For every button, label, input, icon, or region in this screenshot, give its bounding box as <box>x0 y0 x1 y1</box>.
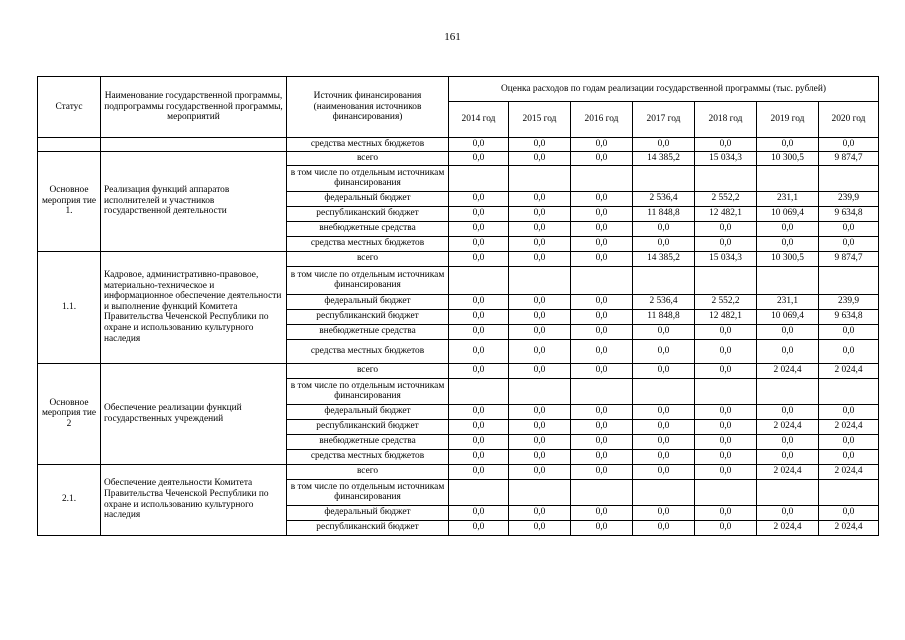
table-row <box>38 151 879 165</box>
value-cell: 0,0 <box>449 419 509 434</box>
value-cell <box>757 479 819 505</box>
value-cell <box>571 479 633 505</box>
value-cell: 0,0 <box>633 339 695 363</box>
value-cell: 0,0 <box>509 221 571 236</box>
value-cell: 0,0 <box>571 434 633 449</box>
value-cell: 0,0 <box>449 449 509 464</box>
value-cell: 0,0 <box>633 520 695 535</box>
value-cell: 0,0 <box>449 221 509 236</box>
source-cell: федеральный бюджет <box>287 404 449 419</box>
table-body <box>38 138 879 536</box>
table-row <box>38 363 879 378</box>
value-cell: 15 034,3 <box>695 251 757 266</box>
value-cell: 0,0 <box>449 505 509 520</box>
value-cell: 0,0 <box>571 294 633 309</box>
source-cell: в том числе по отдельным источникам финансирования <box>287 266 449 294</box>
value-cell: 0,0 <box>509 138 571 152</box>
source-cell: в том числе по отдельным источникам финансирования <box>287 378 449 404</box>
value-cell: 9 634,8 <box>819 206 879 221</box>
value-cell: 0,0 <box>819 404 879 419</box>
budget-table <box>37 76 879 536</box>
header-estimate: Оценка расходов по годам реализации государственной программы (тыс. рублей) <box>449 77 879 102</box>
source-cell: средства местных бюджетов <box>287 236 449 251</box>
value-cell: 0,0 <box>819 221 879 236</box>
value-cell: 2 024,4 <box>819 363 879 378</box>
value-cell: 239,9 <box>819 191 879 206</box>
value-cell: 2 024,4 <box>819 520 879 535</box>
value-cell: 0,0 <box>571 324 633 339</box>
value-cell <box>695 378 757 404</box>
value-cell: 0,0 <box>633 221 695 236</box>
value-cell: 0,0 <box>509 251 571 266</box>
source-cell: внебюджетные средства <box>287 221 449 236</box>
value-cell: 0,0 <box>633 464 695 479</box>
value-cell: 10 300,5 <box>757 151 819 165</box>
value-cell <box>757 378 819 404</box>
value-cell: 10 069,4 <box>757 206 819 221</box>
value-cell: 0,0 <box>571 339 633 363</box>
value-cell: 0,0 <box>449 339 509 363</box>
header-year: 2019 год <box>757 102 819 138</box>
value-cell: 0,0 <box>571 505 633 520</box>
value-cell: 0,0 <box>571 151 633 165</box>
value-cell <box>571 378 633 404</box>
value-cell: 0,0 <box>819 138 879 152</box>
value-cell: 0,0 <box>449 464 509 479</box>
source-cell: республиканский бюджет <box>287 309 449 324</box>
value-cell: 0,0 <box>571 309 633 324</box>
value-cell: 2 024,4 <box>757 520 819 535</box>
value-cell: 0,0 <box>449 236 509 251</box>
value-cell: 0,0 <box>509 419 571 434</box>
value-cell <box>819 266 879 294</box>
value-cell <box>695 165 757 191</box>
value-cell <box>695 266 757 294</box>
value-cell <box>509 266 571 294</box>
value-cell: 0,0 <box>509 449 571 464</box>
source-cell: средства местных бюджетов <box>287 339 449 363</box>
value-cell: 0,0 <box>757 324 819 339</box>
value-cell <box>509 165 571 191</box>
status-cell: 2.1. <box>38 464 101 535</box>
value-cell: 0,0 <box>449 404 509 419</box>
value-cell: 0,0 <box>819 449 879 464</box>
value-cell <box>633 266 695 294</box>
table-header <box>38 77 879 138</box>
value-cell: 0,0 <box>449 151 509 165</box>
value-cell: 0,0 <box>633 434 695 449</box>
value-cell: 0,0 <box>695 138 757 152</box>
value-cell: 14 385,2 <box>633 251 695 266</box>
value-cell: 0,0 <box>695 324 757 339</box>
value-cell: 0,0 <box>757 138 819 152</box>
value-cell: 0,0 <box>509 363 571 378</box>
value-cell: 0,0 <box>695 520 757 535</box>
value-cell <box>695 479 757 505</box>
value-cell: 0,0 <box>695 505 757 520</box>
value-cell: 0,0 <box>633 236 695 251</box>
name-cell: Обеспечение реализации функций государственных учреждений <box>101 363 287 464</box>
source-cell: внебюджетные средства <box>287 434 449 449</box>
value-cell: 0,0 <box>819 434 879 449</box>
value-cell: 0,0 <box>757 404 819 419</box>
status-cell: Основное мероприя тие 1. <box>38 151 101 251</box>
value-cell <box>449 165 509 191</box>
value-cell: 0,0 <box>695 419 757 434</box>
table-row <box>38 464 879 479</box>
value-cell: 2 024,4 <box>819 464 879 479</box>
value-cell <box>633 165 695 191</box>
header-year: 2015 год <box>509 102 571 138</box>
value-cell: 12 482,1 <box>695 309 757 324</box>
value-cell: 0,0 <box>509 434 571 449</box>
value-cell: 0,0 <box>633 419 695 434</box>
value-cell: 0,0 <box>695 221 757 236</box>
value-cell <box>633 479 695 505</box>
value-cell: 0,0 <box>449 251 509 266</box>
value-cell: 0,0 <box>449 191 509 206</box>
table-row <box>38 251 879 266</box>
status-cell: Основное мероприя тие 2 <box>38 363 101 464</box>
value-cell <box>571 165 633 191</box>
value-cell: 0,0 <box>571 419 633 434</box>
value-cell: 0,0 <box>695 363 757 378</box>
source-cell: республиканский бюджет <box>287 520 449 535</box>
value-cell: 0,0 <box>695 236 757 251</box>
source-cell: республиканский бюджет <box>287 419 449 434</box>
value-cell: 0,0 <box>509 191 571 206</box>
value-cell: 10 069,4 <box>757 309 819 324</box>
value-cell: 14 385,2 <box>633 151 695 165</box>
value-cell: 0,0 <box>819 339 879 363</box>
value-cell: 9 634,8 <box>819 309 879 324</box>
value-cell: 0,0 <box>695 404 757 419</box>
value-cell: 10 300,5 <box>757 251 819 266</box>
value-cell <box>449 479 509 505</box>
name-cell: Обеспечение деятельности Комитета Правительства Чеченской Республики по охране и использованию культурного наследия <box>101 464 287 535</box>
value-cell: 0,0 <box>571 449 633 464</box>
value-cell: 0,0 <box>449 206 509 221</box>
source-cell: всего <box>287 151 449 165</box>
value-cell <box>633 378 695 404</box>
source-cell: всего <box>287 251 449 266</box>
value-cell: 231,1 <box>757 191 819 206</box>
source-cell: средства местных бюджетов <box>287 449 449 464</box>
value-cell: 0,0 <box>449 309 509 324</box>
header-year: 2016 год <box>571 102 633 138</box>
value-cell: 2 024,4 <box>757 464 819 479</box>
value-cell <box>757 165 819 191</box>
value-cell: 0,0 <box>449 434 509 449</box>
value-cell: 0,0 <box>633 324 695 339</box>
value-cell: 0,0 <box>757 449 819 464</box>
value-cell: 0,0 <box>449 520 509 535</box>
value-cell: 0,0 <box>695 464 757 479</box>
value-cell: 0,0 <box>571 363 633 378</box>
value-cell: 0,0 <box>571 404 633 419</box>
value-cell: 0,0 <box>571 464 633 479</box>
source-cell: всего <box>287 363 449 378</box>
header-status: Статус <box>38 77 101 138</box>
value-cell: 0,0 <box>571 221 633 236</box>
value-cell: 0,0 <box>633 449 695 464</box>
value-cell: 0,0 <box>571 191 633 206</box>
value-cell: 0,0 <box>449 324 509 339</box>
value-cell: 2 552,2 <box>695 294 757 309</box>
source-cell: федеральный бюджет <box>287 505 449 520</box>
value-cell <box>571 266 633 294</box>
value-cell: 2 552,2 <box>695 191 757 206</box>
source-cell: республиканский бюджет <box>287 206 449 221</box>
source-cell: в том числе по отдельным источникам финансирования <box>287 165 449 191</box>
value-cell: 0,0 <box>449 294 509 309</box>
value-cell <box>449 266 509 294</box>
value-cell: 0,0 <box>571 138 633 152</box>
value-cell: 239,9 <box>819 294 879 309</box>
value-cell: 0,0 <box>449 363 509 378</box>
value-cell: 0,0 <box>571 206 633 221</box>
status-cell: 1.1. <box>38 251 101 363</box>
value-cell: 0,0 <box>695 434 757 449</box>
value-cell: 0,0 <box>695 449 757 464</box>
header-year: 2018 год <box>695 102 757 138</box>
header-source: Источник финансирования (наименования источников финансирования) <box>287 77 449 138</box>
value-cell: 0,0 <box>633 404 695 419</box>
value-cell: 0,0 <box>757 505 819 520</box>
source-cell: средства местных бюджетов <box>287 138 449 152</box>
status-cell <box>38 138 101 152</box>
value-cell: 0,0 <box>509 206 571 221</box>
value-cell <box>819 479 879 505</box>
name-cell: Кадровое, административно-правовое, материально-техническое и информационное обеспечение деятельности и выполнение функций Комитета Правительства Чеченской Республики по охране и использованию культурного наследия <box>101 251 287 363</box>
value-cell: 0,0 <box>819 505 879 520</box>
value-cell: 0,0 <box>509 324 571 339</box>
value-cell: 0,0 <box>571 520 633 535</box>
value-cell: 0,0 <box>509 464 571 479</box>
value-cell <box>757 266 819 294</box>
page-number: 161 <box>444 31 461 43</box>
value-cell: 0,0 <box>509 309 571 324</box>
value-cell: 0,0 <box>633 505 695 520</box>
header-year: 2020 год <box>819 102 879 138</box>
value-cell: 9 874,7 <box>819 151 879 165</box>
value-cell: 9 874,7 <box>819 251 879 266</box>
value-cell: 0,0 <box>509 520 571 535</box>
value-cell: 0,0 <box>509 505 571 520</box>
source-cell: в том числе по отдельным источникам финансирования <box>287 479 449 505</box>
value-cell: 0,0 <box>509 294 571 309</box>
value-cell <box>509 479 571 505</box>
value-cell: 0,0 <box>757 339 819 363</box>
value-cell: 11 848,8 <box>633 206 695 221</box>
header-year: 2014 год <box>449 102 509 138</box>
value-cell: 2 024,4 <box>757 419 819 434</box>
value-cell: 0,0 <box>633 363 695 378</box>
value-cell: 2 024,4 <box>757 363 819 378</box>
value-cell <box>509 378 571 404</box>
value-cell: 12 482,1 <box>695 206 757 221</box>
value-cell: 0,0 <box>509 339 571 363</box>
value-cell <box>819 165 879 191</box>
value-cell: 0,0 <box>449 138 509 152</box>
value-cell: 0,0 <box>633 138 695 152</box>
name-cell <box>101 138 287 152</box>
value-cell: 0,0 <box>757 236 819 251</box>
header-year: 2017 год <box>633 102 695 138</box>
source-cell: федеральный бюджет <box>287 294 449 309</box>
value-cell: 0,0 <box>819 236 879 251</box>
value-cell <box>449 378 509 404</box>
value-cell: 0,0 <box>509 404 571 419</box>
value-cell: 231,1 <box>757 294 819 309</box>
value-cell: 0,0 <box>509 236 571 251</box>
value-cell: 2 024,4 <box>819 419 879 434</box>
table-row <box>38 138 879 152</box>
source-cell: федеральный бюджет <box>287 191 449 206</box>
header-name: Наименование государственной программы, подпрограммы государственной программы, мероприятий <box>101 77 287 138</box>
value-cell: 0,0 <box>571 236 633 251</box>
name-cell: Реализация функций аппаратов исполнителей и участников государственной деятельности <box>101 151 287 251</box>
value-cell <box>819 378 879 404</box>
value-cell: 2 536,4 <box>633 294 695 309</box>
value-cell: 2 536,4 <box>633 191 695 206</box>
value-cell: 0,0 <box>695 339 757 363</box>
source-cell: всего <box>287 464 449 479</box>
value-cell: 0,0 <box>571 251 633 266</box>
value-cell: 0,0 <box>757 221 819 236</box>
value-cell: 0,0 <box>509 151 571 165</box>
value-cell: 0,0 <box>819 324 879 339</box>
value-cell: 15 034,3 <box>695 151 757 165</box>
source-cell: внебюджетные средства <box>287 324 449 339</box>
value-cell: 11 848,8 <box>633 309 695 324</box>
value-cell: 0,0 <box>757 434 819 449</box>
